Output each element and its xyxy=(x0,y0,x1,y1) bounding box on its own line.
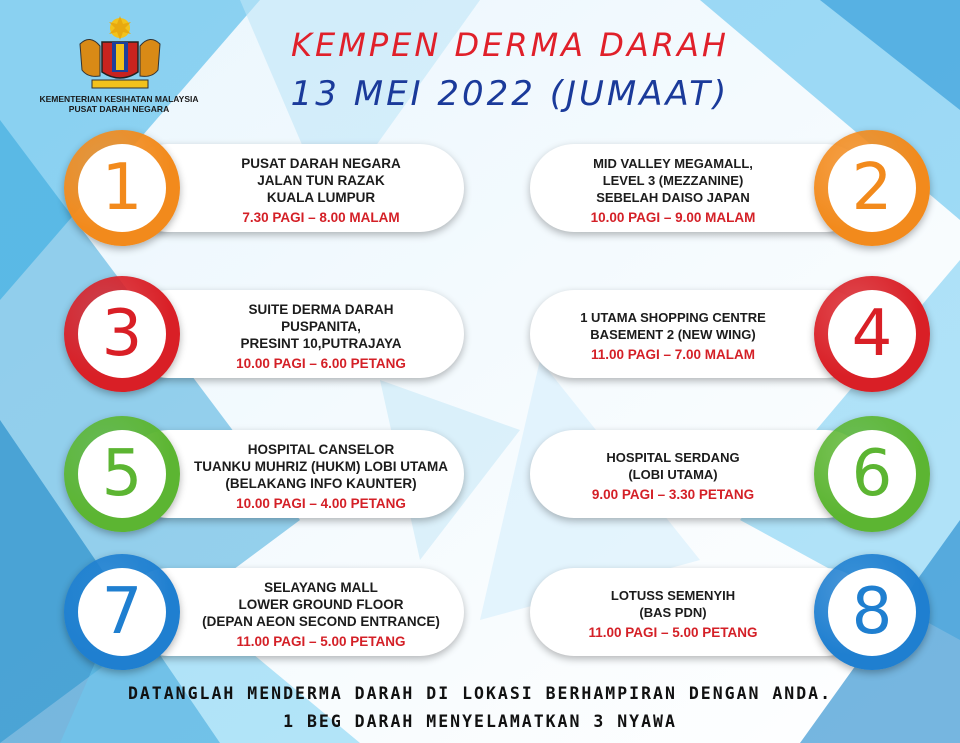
location-address-line: (DEPAN AEON SECOND ENTRANCE) xyxy=(202,613,440,629)
location-address-line: HOSPITAL CANSELOR xyxy=(247,441,395,457)
location-card xyxy=(64,270,464,398)
campaign-date: 13 MEI 2022 (JUMAAT) xyxy=(290,74,730,114)
number-badge xyxy=(64,130,180,246)
location-address-line: (BAS PDN) xyxy=(639,605,707,620)
location-card xyxy=(530,548,930,676)
location-number: 1 xyxy=(101,151,143,225)
location-address-line: HOSPITAL SERDANG xyxy=(606,450,740,465)
location-address-line: KUALA LUMPUR xyxy=(266,189,376,205)
location-text xyxy=(192,150,450,230)
location-address-line: JALAN TUN RAZAK xyxy=(257,172,385,188)
number-badge xyxy=(64,276,180,392)
location-card xyxy=(530,124,930,252)
location-address-line: SUITE DERMA DARAH xyxy=(248,301,394,317)
location-time: 9.00 PAGI – 3.30 PETANG xyxy=(591,487,755,502)
location-number: 5 xyxy=(101,437,143,511)
location-time: 7.30 PAGI – 8.00 MALAM xyxy=(242,209,400,225)
location-card xyxy=(64,548,464,676)
location-time: 11.00 PAGI – 7.00 MALAM xyxy=(590,347,756,362)
number-badge-inner xyxy=(78,290,166,378)
location-card xyxy=(64,124,464,252)
location-text xyxy=(544,574,802,654)
location-address-line: TUANKU MUHRIZ (HUKM) LOBI UTAMA xyxy=(194,458,448,474)
location-text xyxy=(192,436,450,516)
location-number: 4 xyxy=(851,297,893,371)
location-address-line: MID VALLEY MEGAMALL, xyxy=(593,155,753,171)
location-card xyxy=(64,410,464,538)
footer-message: DATANGLAH MENDERMA DARAH DI LOKASI BERHAMPIRAN DENGAN ANDA. xyxy=(127,684,833,703)
location-time: 10.00 PAGI – 4.00 PETANG xyxy=(236,495,406,511)
location-text xyxy=(192,574,450,654)
location-number: 6 xyxy=(851,437,893,511)
location-address-line: PUSPANITA, xyxy=(281,318,361,334)
campaign-title: KEMPEN DERMA DARAH xyxy=(291,26,729,64)
centre-name: PUSAT DARAH NEGARA xyxy=(68,104,170,114)
number-badge-inner xyxy=(828,568,916,656)
number-badge xyxy=(814,416,930,532)
organization-name xyxy=(14,94,224,114)
location-time: 10.00 PAGI – 9.00 MALAM xyxy=(590,209,756,225)
location-text xyxy=(192,296,450,376)
location-address-line: PRESINT 10,PUTRAJAYA xyxy=(240,335,402,351)
location-number: 8 xyxy=(851,575,893,649)
location-card xyxy=(530,410,930,538)
number-badge xyxy=(64,416,180,532)
number-badge-inner xyxy=(828,144,916,232)
ministry-name: KEMENTERIAN KESIHATAN MALAYSIA xyxy=(39,94,199,104)
location-card xyxy=(530,270,930,398)
coat-of-arms-logo xyxy=(60,14,180,94)
location-address-line: LEVEL 3 (MEZZANINE) xyxy=(602,172,744,188)
location-text xyxy=(544,150,802,230)
location-time: 11.00 PAGI – 5.00 PETANG xyxy=(236,633,406,649)
location-address-line: BASEMENT 2 (NEW WING) xyxy=(590,327,756,342)
location-time: 10.00 PAGI – 6.00 PETANG xyxy=(236,355,406,371)
number-badge-inner xyxy=(78,568,166,656)
footer-slogan: 1 BEG DARAH MENYELAMATKAN 3 NYAWA xyxy=(283,712,677,731)
location-time: 11.00 PAGI – 5.00 PETANG xyxy=(588,625,758,640)
number-badge xyxy=(814,130,930,246)
number-badge-inner xyxy=(78,430,166,518)
location-text xyxy=(544,296,802,376)
location-address-line: LOTUSS SEMENYIH xyxy=(610,588,736,603)
location-text xyxy=(544,436,802,516)
location-address-line: LOWER GROUND FLOOR xyxy=(238,596,404,612)
number-badge-inner xyxy=(78,144,166,232)
number-badge xyxy=(814,276,930,392)
location-number: 7 xyxy=(101,575,143,649)
location-number: 2 xyxy=(851,151,893,225)
location-number: 3 xyxy=(101,297,143,371)
location-address-line: (BELAKANG INFO KAUNTER) xyxy=(225,475,417,491)
number-badge-inner xyxy=(828,290,916,378)
number-badge-inner xyxy=(828,430,916,518)
number-badge xyxy=(814,554,930,670)
location-address-line: SEBELAH DAISO JAPAN xyxy=(596,189,750,205)
number-badge xyxy=(64,554,180,670)
location-address-line: PUSAT DARAH NEGARA xyxy=(241,155,401,171)
location-address-line: (LOBI UTAMA) xyxy=(628,467,718,482)
location-address-line: 1 UTAMA SHOPPING CENTRE xyxy=(580,310,766,325)
location-address-line: SELAYANG MALL xyxy=(264,579,378,595)
